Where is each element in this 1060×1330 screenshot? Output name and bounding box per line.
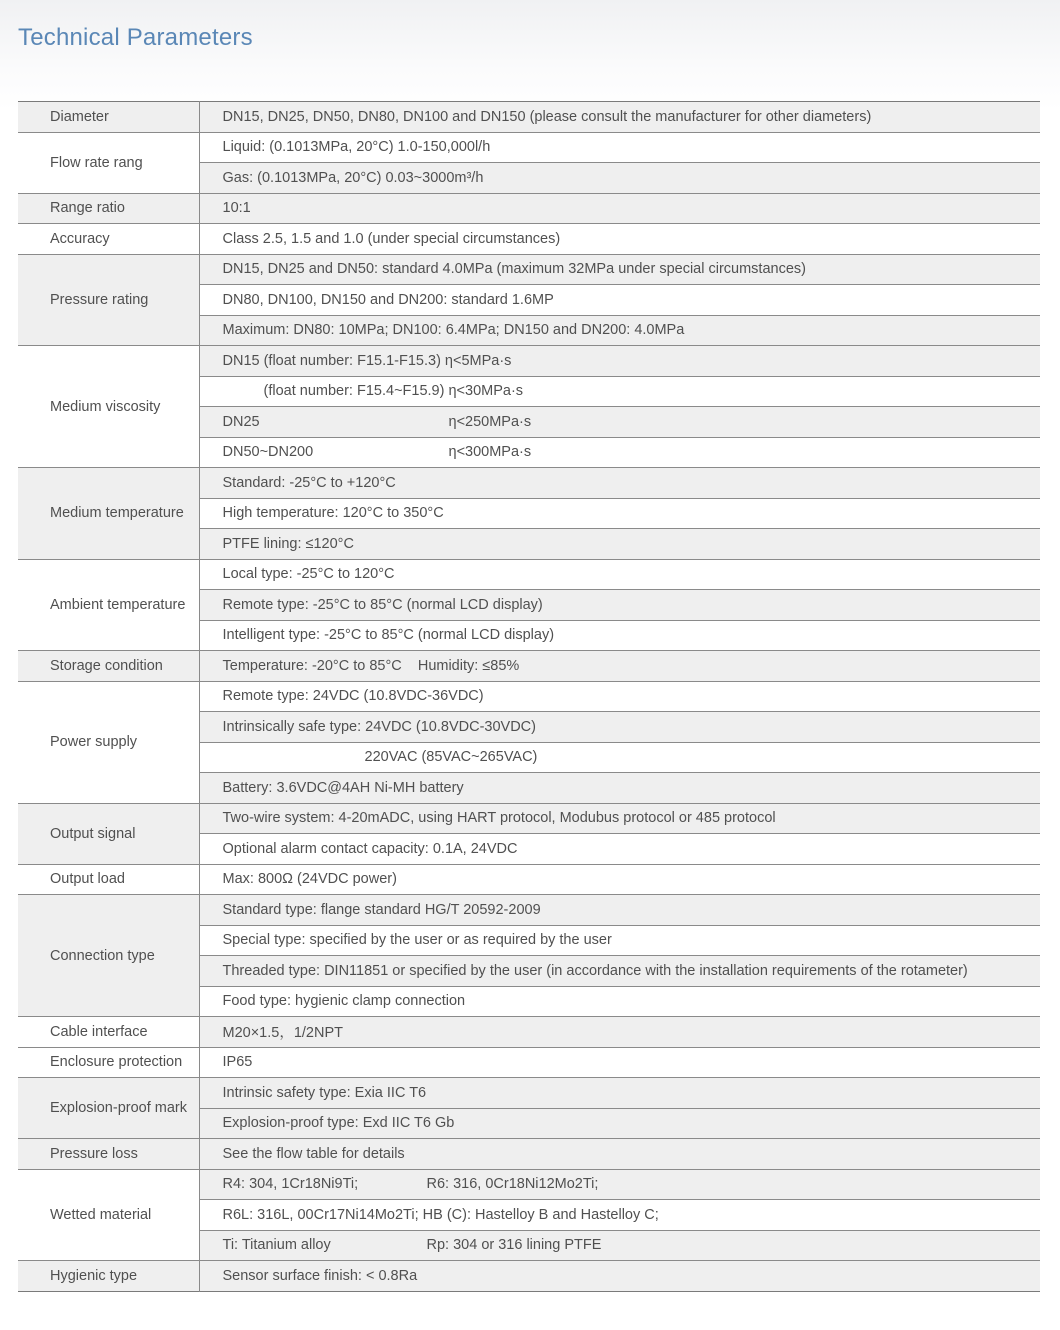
param-value: Explosion-proof type: Exd IIC T6 Gb bbox=[199, 1108, 1040, 1139]
param-value: DN80, DN100, DN150 and DN200: standard 1.6MP bbox=[199, 285, 1040, 316]
param-label: Cable interface bbox=[18, 1017, 199, 1048]
param-value-part: η<300MPa·s bbox=[448, 444, 532, 461]
param-label: Connection type bbox=[18, 895, 199, 1017]
table-row bbox=[18, 864, 1040, 895]
param-value: Liquid: (0.1013MPa, 20°C) 1.0-150,000l/h bbox=[199, 132, 1040, 163]
table-row bbox=[18, 224, 1040, 255]
page-title: Technical Parameters bbox=[18, 24, 253, 51]
table-row bbox=[18, 681, 1040, 712]
param-value: Standard type: flange standard HG/T 20592-2009 bbox=[199, 895, 1040, 926]
table-row bbox=[18, 102, 1040, 133]
param-value: PTFE lining: ≤120°C bbox=[199, 529, 1040, 560]
param-label: Output load bbox=[18, 864, 199, 895]
param-value: R6L: 316L, 00Cr17Ni14Mo2Ti; HB (C): Hastelloy B and Hastelloy C; bbox=[199, 1200, 1040, 1231]
param-label: Explosion-proof mark bbox=[18, 1078, 199, 1139]
table-row bbox=[18, 895, 1040, 926]
param-value bbox=[199, 407, 1040, 438]
param-value: Intrinsically safe type: 24VDC (10.8VDC-30VDC) bbox=[199, 712, 1040, 743]
table-row bbox=[18, 803, 1040, 834]
param-label: Ambient temperature bbox=[18, 559, 199, 651]
param-value: Special type: specified by the user or as required by the user bbox=[199, 925, 1040, 956]
param-value: M20×1.5，1/2NPT bbox=[199, 1017, 1040, 1048]
table-row bbox=[18, 254, 1040, 285]
param-value: Standard: -25°C to +120°C bbox=[199, 468, 1040, 499]
table-row bbox=[18, 651, 1040, 682]
param-value-part: Ti: Titanium alloy bbox=[222, 1237, 331, 1254]
param-value: Remote type: 24VDC (10.8VDC-36VDC) bbox=[199, 681, 1040, 712]
param-value: DN15, DN25, DN50, DN80, DN100 and DN150 (please consult the manufacturer for other diameters) bbox=[199, 102, 1040, 133]
table-row bbox=[18, 193, 1040, 224]
param-value: Temperature: -20°C to 85°C Humidity: ≤85% bbox=[199, 651, 1040, 682]
param-value: DN15 (float number: F15.1-F15.3) η<5MPa·s bbox=[199, 346, 1040, 377]
param-label: Enclosure protection bbox=[18, 1047, 199, 1078]
param-label: Diameter bbox=[18, 102, 199, 133]
param-label: Pressure rating bbox=[18, 254, 199, 346]
technical-parameters-table bbox=[18, 101, 1040, 1292]
param-value: Threaded type: DIN11851 or specified by the user (in accordance with the installation requirements of the rotameter) bbox=[199, 956, 1040, 987]
param-value-part: η<250MPa·s bbox=[448, 413, 532, 430]
table-row bbox=[18, 1017, 1040, 1048]
param-value: Two-wire system: 4-20mADC, using HART protocol, Modubus protocol or 485 protocol bbox=[199, 803, 1040, 834]
param-value: See the flow table for details bbox=[199, 1139, 1040, 1170]
param-value: Local type: -25°C to 120°C bbox=[199, 559, 1040, 590]
param-value: Sensor surface finish: < 0.8Ra bbox=[199, 1261, 1040, 1292]
param-label: Wetted material bbox=[18, 1169, 199, 1261]
param-value: IP65 bbox=[199, 1047, 1040, 1078]
param-label: Medium temperature bbox=[18, 468, 199, 560]
table-row bbox=[18, 468, 1040, 499]
param-value: High temperature: 120°C to 350°C bbox=[199, 498, 1040, 529]
param-value-part: R4: 304, 1Cr18Ni9Ti; bbox=[222, 1176, 359, 1193]
param-value: Battery: 3.6VDC@4AH Ni-MH battery bbox=[199, 773, 1040, 804]
param-label: Power supply bbox=[18, 681, 199, 803]
param-value-part: Rp: 304 or 316 lining PTFE bbox=[426, 1237, 602, 1254]
param-label: Storage condition bbox=[18, 651, 199, 682]
table-row bbox=[18, 132, 1040, 163]
table-row bbox=[18, 1078, 1040, 1109]
param-label: Hygienic type bbox=[18, 1261, 199, 1292]
table-row bbox=[18, 1169, 1040, 1200]
param-value: (float number: F15.4~F15.9) η<30MPa·s bbox=[199, 376, 1040, 407]
param-label: Pressure loss bbox=[18, 1139, 199, 1170]
param-value: Class 2.5, 1.5 and 1.0 (under special circumstances) bbox=[199, 224, 1040, 255]
param-value-part: DN25 bbox=[222, 413, 260, 430]
table-row bbox=[18, 1261, 1040, 1292]
table-row bbox=[18, 1139, 1040, 1170]
param-value: Maximum: DN80: 10MPa; DN100: 6.4MPa; DN150 and DN200: 4.0MPa bbox=[199, 315, 1040, 346]
table-row bbox=[18, 559, 1040, 590]
param-value-part: DN50~DN200 bbox=[222, 444, 314, 461]
param-value: Optional alarm contact capacity: 0.1A, 24VDC bbox=[199, 834, 1040, 865]
param-value: 10:1 bbox=[199, 193, 1040, 224]
param-value: Intrinsic safety type: Exia IIC T6 bbox=[199, 1078, 1040, 1109]
param-value: DN15, DN25 and DN50: standard 4.0MPa (maximum 32MPa under special circumstances) bbox=[199, 254, 1040, 285]
table-row bbox=[18, 1047, 1040, 1078]
param-value bbox=[199, 1169, 1040, 1200]
param-label: Accuracy bbox=[18, 224, 199, 255]
param-value: Intelligent type: -25°C to 85°C (normal LCD display) bbox=[199, 620, 1040, 651]
param-value: Food type: hygienic clamp connection bbox=[199, 986, 1040, 1017]
param-value-part: R6: 316, 0Cr18Ni12Mo2Ti; bbox=[426, 1176, 599, 1193]
table-row bbox=[18, 346, 1040, 377]
param-value: 220VAC (85VAC~265VAC) bbox=[199, 742, 1040, 773]
param-value bbox=[199, 1230, 1040, 1261]
param-label: Flow rate rang bbox=[18, 132, 199, 193]
param-label: Range ratio bbox=[18, 193, 199, 224]
param-value bbox=[199, 437, 1040, 468]
param-value: Gas: (0.1013MPa, 20°C) 0.03~3000m³/h bbox=[199, 163, 1040, 194]
param-value: Max: 800Ω (24VDC power) bbox=[199, 864, 1040, 895]
param-label: Medium viscosity bbox=[18, 346, 199, 468]
param-value: Remote type: -25°C to 85°C (normal LCD display) bbox=[199, 590, 1040, 621]
param-label: Output signal bbox=[18, 803, 199, 864]
